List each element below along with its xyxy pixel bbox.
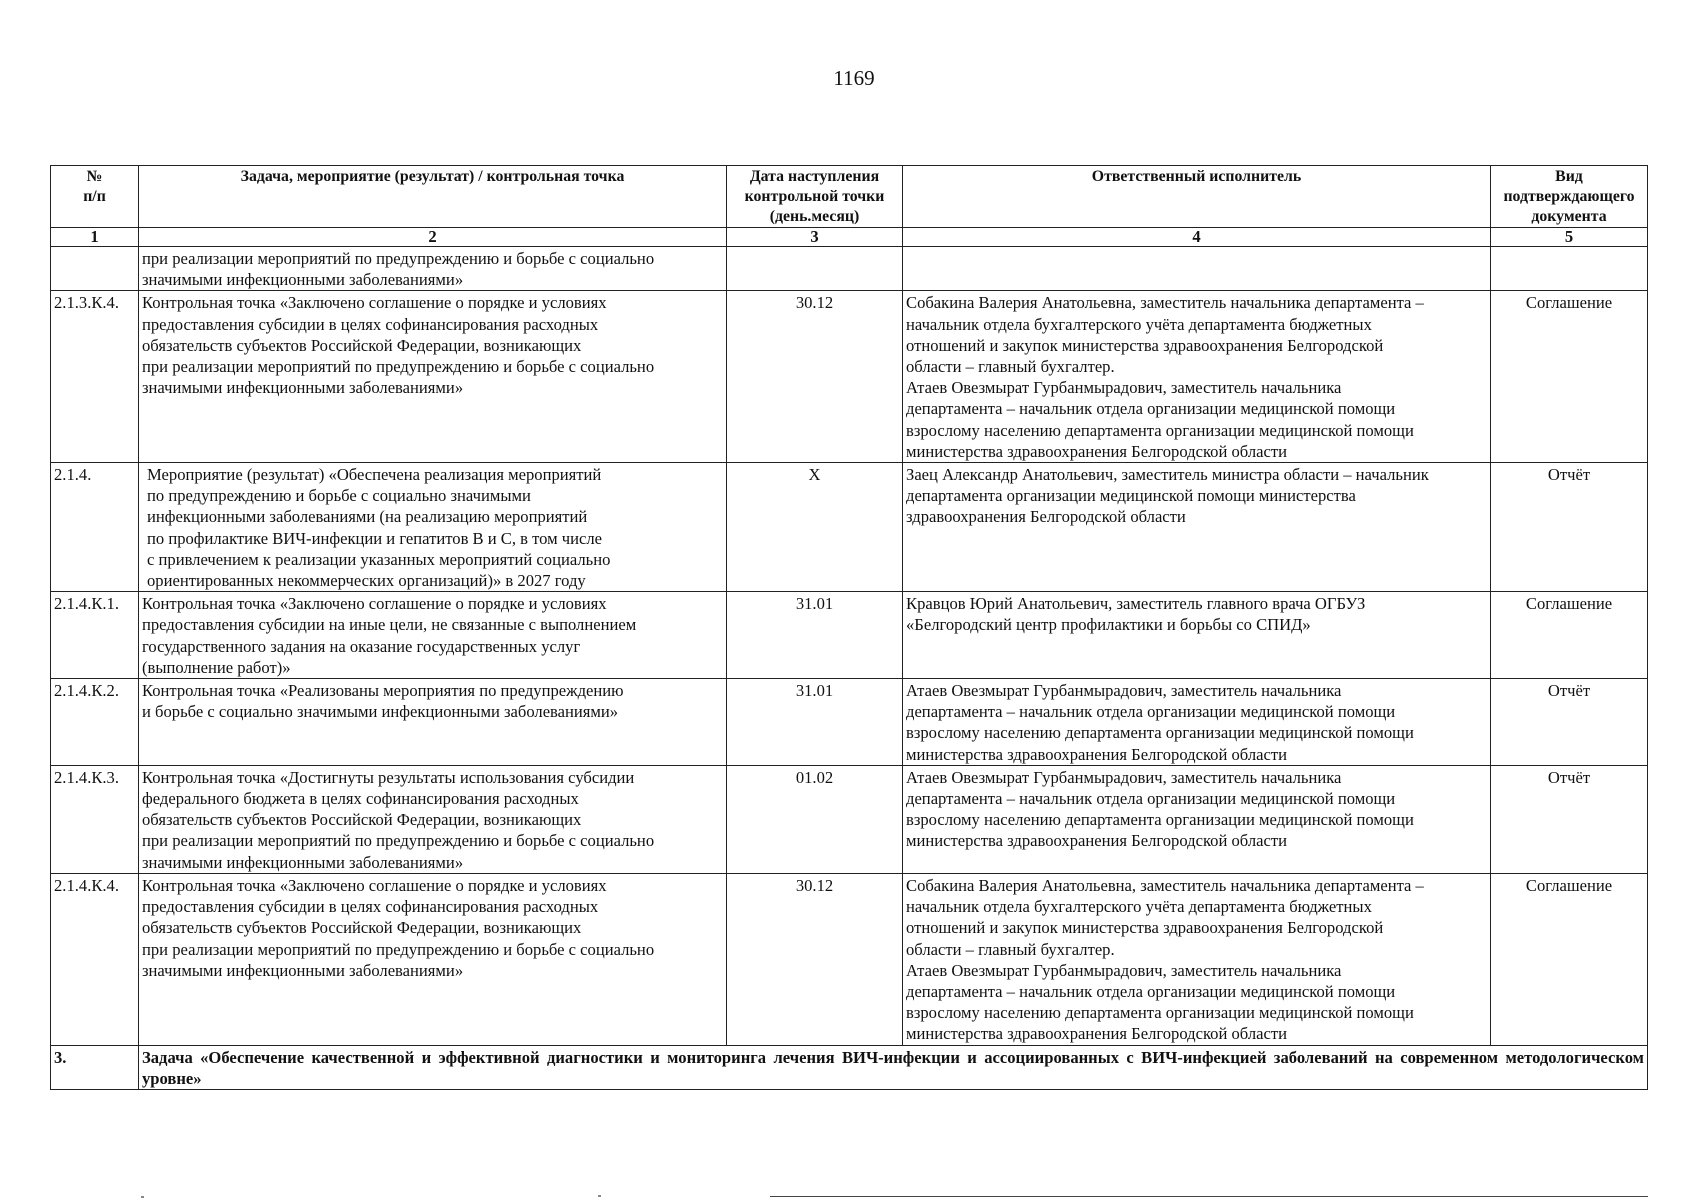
row-date: 30.12 (727, 873, 903, 1045)
table-row (51, 873, 1648, 1045)
row-responsible (903, 247, 1491, 291)
row-date: 30.12 (727, 291, 903, 463)
row-document: Отчёт (1491, 765, 1648, 873)
row-document: Соглашение (1491, 291, 1648, 463)
row-document: Соглашение (1491, 592, 1648, 679)
column-number: 2 (139, 228, 727, 247)
task-number: 3. (51, 1045, 139, 1089)
row-task: Контрольная точка «Заключено соглашение о порядке и условиях предоставления субсидии в целях софинансирования расходных обязательств субъектов Российской Федерации, возникающих при реализации мероприятий по предупреждению и борьбе с социально значимыми инфекционными заболеваниями» (139, 873, 727, 1045)
header-date: Дата наступления контрольной точки (день.месяц) (727, 166, 903, 228)
row-task: Контрольная точка «Заключено соглашение о порядке и условиях предоставления субсидии на иные цели, не связанные с выполнением государственного задания на оказание государственных услуг (выполнение работ)» (139, 592, 727, 679)
events-table (50, 165, 1648, 1090)
row-date: 31.01 (727, 679, 903, 766)
row-document: Соглашение (1491, 873, 1648, 1045)
page-number: 1169 (833, 66, 875, 90)
row-number: 2.1.4.К.1. (51, 592, 139, 679)
row-responsible: Кравцов Юрий Анатольевич, заместитель главного врача ОГБУЗ «Белгородский центр профилактики и борьбы со СПИД» (903, 592, 1491, 679)
page-bottom-rule (770, 1196, 1648, 1197)
column-numbers-row (51, 228, 1648, 247)
row-date: 31.01 (727, 592, 903, 679)
header-responsible: Ответственный исполнитель (903, 166, 1491, 228)
column-number: 4 (903, 228, 1491, 247)
column-number: 3 (727, 228, 903, 247)
row-number (51, 247, 139, 291)
header-row (51, 166, 1648, 228)
row-task: Мероприятие (результат) «Обеспечена реализация мероприятий по предупреждению и борьбе с социально значимыми инфекционными заболеваниями (на реализацию мероприятий по профилактике ВИЧ-инфекции и гепатитов В и С, в том числе с привлечением к реализации указанных мероприятий социально ориентированных некоммерческих организаций)» в 2027 году (139, 463, 727, 592)
table-row (51, 463, 1648, 592)
task-section-row (51, 1045, 1648, 1089)
row-date: Х (727, 463, 903, 592)
header-task: Задача, мероприятие (результат) / контрольная точка (139, 166, 727, 228)
row-number: 2.1.3.К.4. (51, 291, 139, 463)
row-task: Контрольная точка «Реализованы мероприятия по предупреждению и борьбе с социально значимыми инфекционными заболеваниями» (139, 679, 727, 766)
row-number: 2.1.4.К.3. (51, 765, 139, 873)
table-row (51, 291, 1648, 463)
table-row (51, 592, 1648, 679)
table-row (51, 247, 1648, 291)
row-document: Отчёт (1491, 679, 1648, 766)
column-number: 1 (51, 228, 139, 247)
scan-mark (598, 1195, 601, 1197)
header-document: Вид подтверждающего документа (1491, 166, 1648, 228)
row-number: 2.1.4. (51, 463, 139, 592)
row-responsible: Атаев Овезмырат Гурбанмырадович, заместитель начальника департамента – начальник отдела организации медицинской помощи взрослому населению департамента организации медицинской помощи министерства здравоохранения Белгородской области (903, 765, 1491, 873)
table-row (51, 765, 1648, 873)
row-task: Контрольная точка «Заключено соглашение о порядке и условиях предоставления субсидии в целях софинансирования расходных обязательств субъектов Российской Федерации, возникающих при реализации мероприятий по предупреждению и борьбе с социально значимыми инфекционными заболеваниями» (139, 291, 727, 463)
row-document: Отчёт (1491, 463, 1648, 592)
row-task: Контрольная точка «Достигнуты результаты использования субсидии федерального бюджета в целях софинансирования расходных обязательств субъектов Российской Федерации, возникающих при реализации мероприятий по предупреждению и борьбе с социально значимыми инфекционными заболеваниями» (139, 765, 727, 873)
header-number: № п/п (51, 166, 139, 228)
table-row (51, 679, 1648, 766)
scan-mark (141, 1196, 144, 1198)
row-responsible: Собакина Валерия Анатольевна, заместитель начальника департамента – начальник отдела бухгалтерского учёта департамента бюджетных отношений и закупок министерства здравоохранения Белгородской области – главный бухгалтер. Атаев Овезмырат Гурбанмырадович, заместитель начальника департамента – начальник отдела организации медицинской помощи взрослому населению департамента организации медицинской помощи министерства здравоохранения Белгородской области (903, 291, 1491, 463)
column-number: 5 (1491, 228, 1648, 247)
row-date (727, 247, 903, 291)
row-date: 01.02 (727, 765, 903, 873)
row-responsible: Заец Александр Анатольевич, заместитель министра области – начальник департамента организации медицинской помощи министерства здравоохранения Белгородской области (903, 463, 1491, 592)
task-title: Задача «Обеспечение качественной и эффективной диагностики и мониторинга лечения ВИЧ-инфекции и ассоциированных с ВИЧ-инфекцией заболеваний на современном методологическом уровне» (139, 1045, 1648, 1089)
row-number: 2.1.4.К.2. (51, 679, 139, 766)
row-number: 2.1.4.К.4. (51, 873, 139, 1045)
row-task: при реализации мероприятий по предупреждению и борьбе с социально значимыми инфекционными заболеваниями» (139, 247, 727, 291)
row-responsible: Атаев Овезмырат Гурбанмырадович, заместитель начальника департамента – начальник отдела организации медицинской помощи взрослому населению департамента организации медицинской помощи министерства здравоохранения Белгородской области (903, 679, 1491, 766)
row-document (1491, 247, 1648, 291)
row-responsible: Собакина Валерия Анатольевна, заместитель начальника департамента – начальник отдела бухгалтерского учёта департамента бюджетных отношений и закупок министерства здравоохранения Белгородской области – главный бухгалтер. Атаев Овезмырат Гурбанмырадович, заместитель начальника департамента – начальник отдела организации медицинской помощи взрослому населению департамента организации медицинской помощи министерства здравоохранения Белгородской области (903, 873, 1491, 1045)
